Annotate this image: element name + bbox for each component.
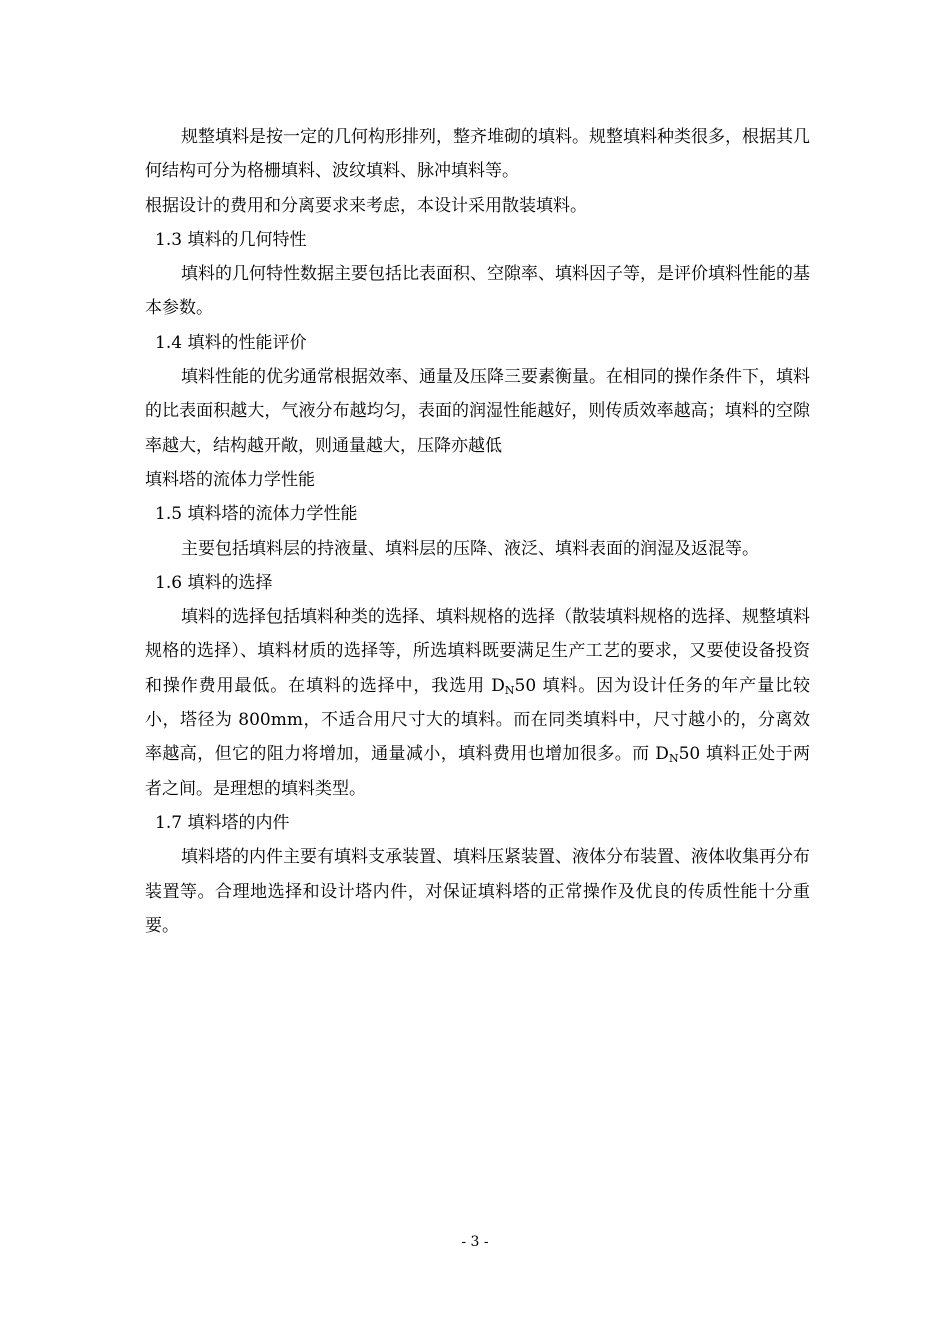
- heading-1-3: 1.3 填料的几何特性: [155, 229, 307, 250]
- paragraph-fluid-mechanics-title: 填料塔的流体力学性能: [145, 469, 315, 490]
- paragraph-structured-packing: 规整填料是按一定的几何构形排列，整齐堆砌的填料。规整填料种类很多，根据其几何结构可分为格栅填料、波纹填料、脉冲填料等。: [145, 127, 810, 182]
- heading-1-7: 1.7 填料塔的内件: [155, 812, 290, 833]
- selection-text-b: 50 填料。因为设计任务的年产量比较小，塔径为 800mm，不适合用尺寸大的填料。而在同类填料中，尺寸越小的，分离效率越高，但它的阻力将增加，通量减小，填料费用也增加很多。而 D: [145, 675, 810, 765]
- paragraph-packing-selection: [145, 600, 810, 806]
- subscript-n-1: N: [504, 683, 515, 697]
- paragraph-geometric-properties: 填料的几何特性数据主要包括比表面积、空隙率、填料因子等，是评价填料性能的基本参数。: [145, 264, 810, 319]
- paragraph-performance-evaluation: 填料性能的优劣通常根据效率、通量及压降三要素衡量。在相同的操作条件下，填料的比表面积越大，气液分布越均匀，表面的润湿性能越好，则传质效率越高；填料的空隙率越大，结构越开敞，则通量越大，压降亦越低: [145, 367, 810, 456]
- paragraph-tower-internals: 填料塔的内件主要有填料支承装置、填料压紧装置、液体分布装置、液体收集再分布装置等。合理地选择和设计塔内件，对保证填料塔的正常操作及优良的传质性能十分重要。: [145, 847, 810, 936]
- heading-1-4: 1.4 填料的性能评价: [155, 332, 307, 353]
- heading-1-5: 1.5 填料塔的流体力学性能: [155, 504, 358, 525]
- paragraph-design-choice: 根据设计的费用和分离要求来考虑，本设计采用散装填料。: [145, 195, 587, 216]
- selection-text-c: 50 填料正处于两者之间。是理想的填料类型。: [145, 744, 810, 799]
- heading-1-6: 1.6 填料的选择: [155, 572, 273, 593]
- body-text: [145, 120, 810, 943]
- page-number: - 3 -: [461, 1234, 489, 1250]
- selection-text-a: 填料的选择包括填料种类的选择、填料规格的选择（散装填料规格的选择、规整填料规格的选择）、填料材质的选择等，所选填料既要满足生产工艺的要求，又要使设备投资和操作费用最低。在填料的选择中，我选用 D: [145, 607, 810, 696]
- subscript-n-2: N: [668, 752, 679, 766]
- paragraph-fluid-mechanics: 主要包括填料层的持液量、填料层的压降、液泛、填料表面的润湿及返混等。: [181, 538, 759, 559]
